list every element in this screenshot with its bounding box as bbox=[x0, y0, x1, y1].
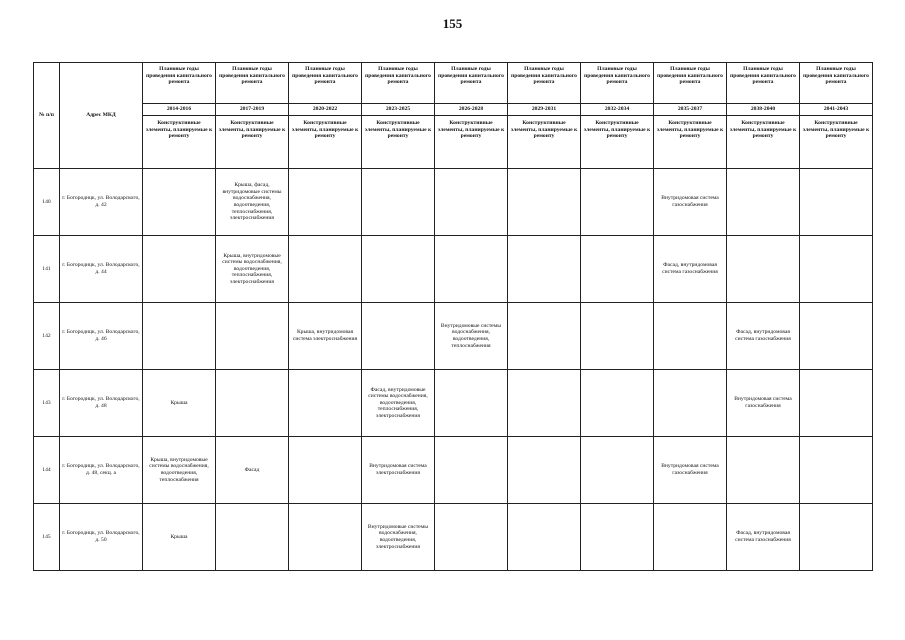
row-number: 141 bbox=[34, 236, 60, 303]
repair-elements-cell bbox=[435, 169, 508, 236]
repair-elements-cell bbox=[581, 370, 654, 437]
table-row bbox=[34, 504, 873, 571]
repair-elements-cell bbox=[435, 437, 508, 504]
repair-elements-cell bbox=[654, 303, 727, 370]
capital-repair-table bbox=[33, 62, 873, 571]
repair-elements-cell bbox=[727, 169, 800, 236]
header-years: 2038-2040 bbox=[727, 104, 800, 116]
row-number: 145 bbox=[34, 504, 60, 571]
repair-elements-cell bbox=[800, 303, 873, 370]
repair-elements-cell bbox=[581, 504, 654, 571]
row-number: 142 bbox=[34, 303, 60, 370]
repair-elements-cell bbox=[800, 437, 873, 504]
header-subtitle: Конструктивные элементы, планируемые к ремонту bbox=[581, 116, 654, 169]
repair-elements-cell bbox=[143, 303, 216, 370]
header-years: 2026-2028 bbox=[435, 104, 508, 116]
header-subtitle: Конструктивные элементы, планируемые к ремонту bbox=[289, 116, 362, 169]
repair-elements-cell bbox=[654, 504, 727, 571]
header-period-title: Плановые годы проведения капитального ремонта bbox=[654, 63, 727, 104]
repair-elements-cell: Внутридомовая система газоснабжения bbox=[654, 169, 727, 236]
header-period-title: Плановые годы проведения капитального ремонта bbox=[581, 63, 654, 104]
repair-elements-cell: Крыша, внутридомовые системы водоснабжения, водоотведения, теплоснабжения bbox=[143, 437, 216, 504]
row-number: 140 bbox=[34, 169, 60, 236]
header-period-title: Плановые годы проведения капитального ремонта bbox=[508, 63, 581, 104]
row-number: 143 bbox=[34, 370, 60, 437]
row-number: 144 bbox=[34, 437, 60, 504]
table-body bbox=[34, 169, 873, 571]
row-address: г. Богородицк, ул. Володарского, д. 46 bbox=[60, 303, 143, 370]
table-row bbox=[34, 303, 873, 370]
table-row bbox=[34, 437, 873, 504]
header-years: 2020-2022 bbox=[289, 104, 362, 116]
repair-elements-cell bbox=[508, 437, 581, 504]
row-address: г. Богородицк, ул. Володарского, д. 50 bbox=[60, 504, 143, 571]
repair-elements-cell bbox=[581, 169, 654, 236]
repair-elements-cell bbox=[216, 370, 289, 437]
repair-elements-cell bbox=[289, 437, 362, 504]
repair-elements-cell: Крыша, фасад, внутридомовые системы водоснабжения, водоотведения, теплоснабжения, электроснабжения bbox=[216, 169, 289, 236]
repair-elements-cell bbox=[435, 236, 508, 303]
header-years: 2035-2037 bbox=[654, 104, 727, 116]
header-period-title: Плановые годы проведения капитального ремонта bbox=[362, 63, 435, 104]
table-row bbox=[34, 370, 873, 437]
header-period-title: Плановые годы проведения капитального ремонта bbox=[289, 63, 362, 104]
header-address: Адрес МКД bbox=[60, 63, 143, 169]
repair-elements-cell bbox=[289, 169, 362, 236]
repair-elements-cell: Крыша, внутридомовая система электроснабжения bbox=[289, 303, 362, 370]
repair-elements-cell bbox=[800, 236, 873, 303]
repair-elements-cell bbox=[508, 303, 581, 370]
row-address: г. Богородицк, ул. Володарского, д. 42 bbox=[60, 169, 143, 236]
header-subtitle: Конструктивные элементы, планируемые к ремонту bbox=[362, 116, 435, 169]
repair-elements-cell: Фасад, внутридомовая система газоснабжения bbox=[654, 236, 727, 303]
header-years: 2032-2034 bbox=[581, 104, 654, 116]
repair-elements-cell: Крыша bbox=[143, 504, 216, 571]
repair-elements-cell: Фасад, внутридомовая система газоснабжения bbox=[727, 303, 800, 370]
header-num: № п/п bbox=[34, 63, 60, 169]
header-period-title: Плановые годы проведения капитального ремонта bbox=[727, 63, 800, 104]
repair-elements-cell bbox=[800, 169, 873, 236]
repair-elements-cell: Внутридомовая система газоснабжения bbox=[727, 370, 800, 437]
header-subtitle: Конструктивные элементы, планируемые к ремонту bbox=[435, 116, 508, 169]
repair-elements-cell bbox=[435, 504, 508, 571]
repair-elements-cell: Фасад, внутридомовая система газоснабжения bbox=[727, 504, 800, 571]
header-years: 2041-2043 bbox=[800, 104, 873, 116]
header-subtitle: Конструктивные элементы, планируемые к ремонту bbox=[143, 116, 216, 169]
header-years: 2029-2031 bbox=[508, 104, 581, 116]
repair-elements-cell bbox=[143, 169, 216, 236]
repair-elements-cell bbox=[727, 236, 800, 303]
repair-elements-cell: Внутридомовые системы водоснабжения, водоотведения, электроснабжения bbox=[362, 504, 435, 571]
row-address: г. Богородицк, ул. Володарского, д. 48, секц. а bbox=[60, 437, 143, 504]
repair-elements-cell bbox=[581, 303, 654, 370]
repair-elements-cell bbox=[800, 370, 873, 437]
repair-elements-cell bbox=[216, 303, 289, 370]
repair-elements-cell bbox=[508, 236, 581, 303]
row-address: г. Богородицк, ул. Володарского, д. 48 bbox=[60, 370, 143, 437]
header-subtitle: Конструктивные элементы, планируемые к ремонту bbox=[216, 116, 289, 169]
repair-elements-cell bbox=[289, 236, 362, 303]
table-row bbox=[34, 169, 873, 236]
repair-elements-cell bbox=[435, 370, 508, 437]
header-period-title: Плановые годы проведения капитального ремонта bbox=[800, 63, 873, 104]
header-period-title: Плановые годы проведения капитального ремонта bbox=[216, 63, 289, 104]
repair-elements-cell bbox=[289, 504, 362, 571]
repair-elements-cell bbox=[362, 303, 435, 370]
repair-elements-cell bbox=[362, 169, 435, 236]
repair-elements-cell bbox=[654, 370, 727, 437]
repair-elements-cell bbox=[362, 236, 435, 303]
row-address: г. Богородицк, ул. Володарского, д. 44 bbox=[60, 236, 143, 303]
header-subtitle: Конструктивные элементы, планируемые к ремонту bbox=[508, 116, 581, 169]
repair-elements-cell: Крыша bbox=[143, 370, 216, 437]
header-subtitle: Конструктивные элементы, планируемые к ремонту bbox=[727, 116, 800, 169]
repair-elements-cell bbox=[508, 370, 581, 437]
header-years: 2023-2025 bbox=[362, 104, 435, 116]
table-row bbox=[34, 236, 873, 303]
header-period-title: Плановые годы проведения капитального ремонта bbox=[435, 63, 508, 104]
repair-elements-cell bbox=[508, 169, 581, 236]
repair-elements-cell bbox=[800, 504, 873, 571]
header-years: 2014-2016 bbox=[143, 104, 216, 116]
repair-elements-cell bbox=[216, 504, 289, 571]
repair-elements-cell: Внутридомовая система газоснабжения bbox=[654, 437, 727, 504]
repair-elements-cell: Крыша, внутридомовые системы водоснабжения, водоотведения, теплоснабжения, электроснабжения bbox=[216, 236, 289, 303]
header-row-titles bbox=[34, 63, 873, 104]
header-subtitle: Конструктивные элементы, планируемые к ремонту bbox=[800, 116, 873, 169]
repair-elements-cell bbox=[727, 437, 800, 504]
repair-elements-cell: Фасад bbox=[216, 437, 289, 504]
table-header bbox=[34, 63, 873, 169]
repair-elements-cell bbox=[581, 437, 654, 504]
page-number: 155 bbox=[442, 16, 463, 31]
header-row-years bbox=[34, 104, 873, 116]
header-years: 2017-2019 bbox=[216, 104, 289, 116]
repair-elements-cell: Внутридомовая система электроснабжения bbox=[362, 437, 435, 504]
repair-elements-cell bbox=[581, 236, 654, 303]
repair-elements-cell bbox=[143, 236, 216, 303]
header-row-subtitles bbox=[34, 116, 873, 169]
repair-elements-cell bbox=[508, 504, 581, 571]
header-subtitle: Конструктивные элементы, планируемые к ремонту bbox=[654, 116, 727, 169]
repair-elements-cell bbox=[289, 370, 362, 437]
repair-elements-cell: Внутридомовые системы водоснабжения, водоотведения, теплоснабжения bbox=[435, 303, 508, 370]
header-period-title: Плановые годы проведения капитального ремонта bbox=[143, 63, 216, 104]
repair-elements-cell: Фасад, внутридомовые системы водоснабжения, водоотведения, теплоснабжения, электроснабжения bbox=[362, 370, 435, 437]
